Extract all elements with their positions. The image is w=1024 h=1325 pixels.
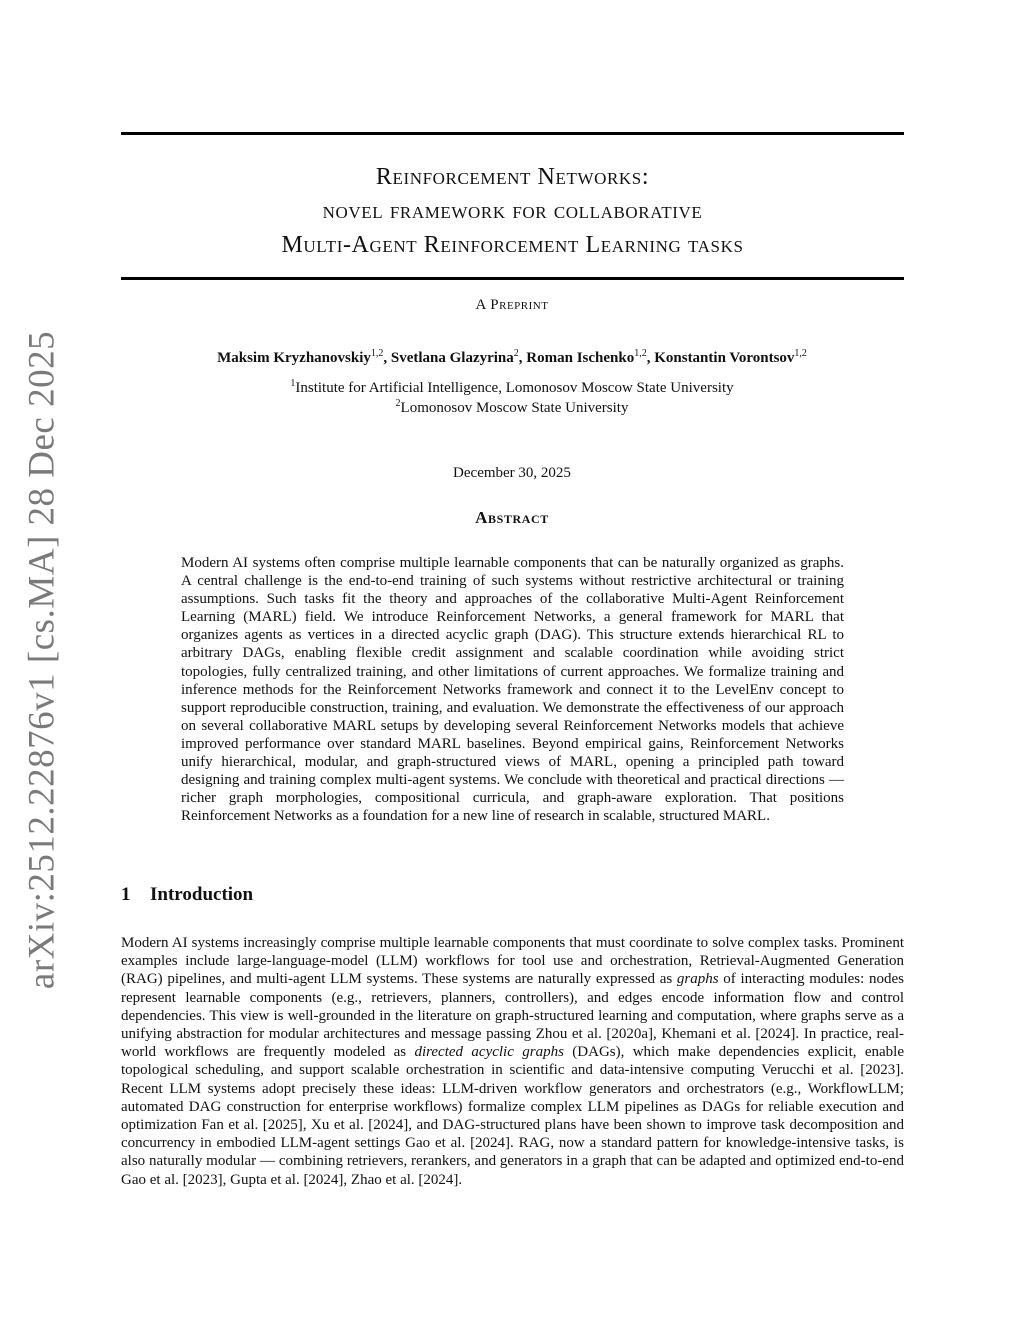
- affiliation-name: Institute for Artificial Intelligence, Lomonosov Moscow State University: [295, 380, 734, 396]
- affiliation-name: Lomonosov Moscow State University: [400, 400, 629, 416]
- intro-text: Modern AI systems increasingly comprise multiple learnable components that must coordinate to solve complex tasks. Prominent examples include large-language-model (LLM) workflows for tool use and orchestration, Retrieval-Augmented Generation (RAG) pipelines, and multi-agent LLM systems. These systems are naturally expressed as: [121, 935, 904, 988]
- abstract-text: Modern AI systems often comprise multiple learnable components that can be naturally organized as graphs. A central challenge is the end-to-end training of such systems without restrictive architectural or training assumptions. Such tasks fit the theory and approaches of the collaborative Multi-Agent Reinforcement Learning (MARL) field. We introduce Reinforcement Networks, a general framework for MARL that organizes agents as vertices in a directed acyclic graph (DAG). This structure extends hierarchical RL to arbitrary DAGs, enabling flexible credit assignment and scalable coordination while avoiding strict topologies, fully centralized training, and other limitations of current approaches. We formalize training and inference methods for the Reinforcement Networks framework and connect it to the LevelEnv concept to support reproducible construction, training, and evaluation. We demonstrate the effectiveness of our approach on several collaborative MARL setups by developing several Reinforcement Networks models that achieve improved performance over standard MARL baselines. Beyond empirical gains, Reinforcement Networks unify hierarchical, modular, and graph-structured views of MARL, opening a principled path toward designing and training complex multi-agent systems. We conclude with theoretical and practical directions — richer graph morphologies, compositional curricula, and graph-aware exploration. That positions Reinforcement Networks as a foundation for a new line of research in scalable, structured MARL.: [181, 555, 844, 825]
- affiliation: [0, 378, 1024, 397]
- author-list: Maksim Kryzhanovskiy$^{1,2}$, Svetlana Glazyrina$^2$, Roman Ischenko$^{1,2}$, Konstantin Vorontsov$^{1,2}$: [217, 348, 807, 366]
- author-name: Roman Ischenko: [526, 350, 635, 366]
- abstract-heading: Abstract: [475, 508, 549, 527]
- affiliation: [0, 398, 1024, 417]
- author-name: Konstantin Vorontsov: [654, 350, 795, 366]
- author-affiliation-mark: 1,2: [370, 348, 384, 359]
- publication-date: December 30, 2025: [453, 465, 571, 481]
- title-bottom-rule: [121, 277, 904, 280]
- intro-paragraph: [121, 934, 904, 1189]
- arxiv-identifier: arXiv:2512.22876v1 [cs.MA] 28 Dec 2025: [21, 330, 63, 990]
- author-name: Svetlana Glazyrina: [390, 350, 514, 366]
- affiliation-mark: 1: [290, 378, 296, 389]
- author-name: Maksim Kryzhanovskiy: [217, 350, 371, 366]
- intro-emphasis: graphs: [676, 971, 719, 988]
- section-title: Introduction: [150, 884, 254, 905]
- author-affiliation-mark: 1,2: [634, 348, 647, 359]
- title-top-rule: [121, 132, 904, 135]
- author-affiliation-mark: 1,2: [794, 348, 807, 359]
- intro-emphasis: directed acyclic graphs: [414, 1044, 564, 1061]
- preprint-label: A Preprint: [475, 297, 549, 313]
- title-line: novel framework for collaborative: [322, 198, 703, 224]
- intro-text: of interacting modules: nodes represent learnable components (e.g., retrievers, planners, controllers), and edges encode information flow and control dependencies. This view is well-grounded in the literature on graph-structured learning and computation, where graphs serve as a unifying abstraction for modular architectures and message passing Zhou et al. [2020a], Khemani et al. [2024]. In practice, real-world workflows are frequently modeled as: [121, 971, 904, 1061]
- paper-title: [121, 160, 904, 262]
- section-number: 1: [121, 884, 131, 905]
- intro-text: (DAGs), which make dependencies explicit, enable topological scheduling, and support scalable orchestration in scientific and data-intensive computing Verucchi et al. [2023]. Recent LLM systems adopt precisely these ideas: LLM-driven workflow generators and orchestrators (e.g., WorkflowLLM; automated DAG construction for enterprise workflows) formalize complex LLM pipelines as DAGs for reliable execution and optimization Fan et al. [2025], Xu et al. [2024], and DAG-structured plans have been shown to improve task decomposition and concurrency in embodied LLM-agent settings Gao et al. [2024]. RAG, now a standard pattern for knowledge-intensive tasks, is also naturally modular — combining retrievers, rerankers, and generators in a graph that can be adapted and optimized end-to-end Gao et al. [2023], Gupta et al. [2024], Zhao et al. [2024].: [121, 1044, 904, 1188]
- affiliation-mark: 2: [395, 398, 401, 409]
- title-line: Reinforcement Networks:: [375, 164, 650, 190]
- author-affiliation-mark: 2: [513, 348, 519, 359]
- section-heading: [121, 884, 253, 906]
- title-line: Multi-Agent Reinforcement Learning tasks: [281, 232, 744, 258]
